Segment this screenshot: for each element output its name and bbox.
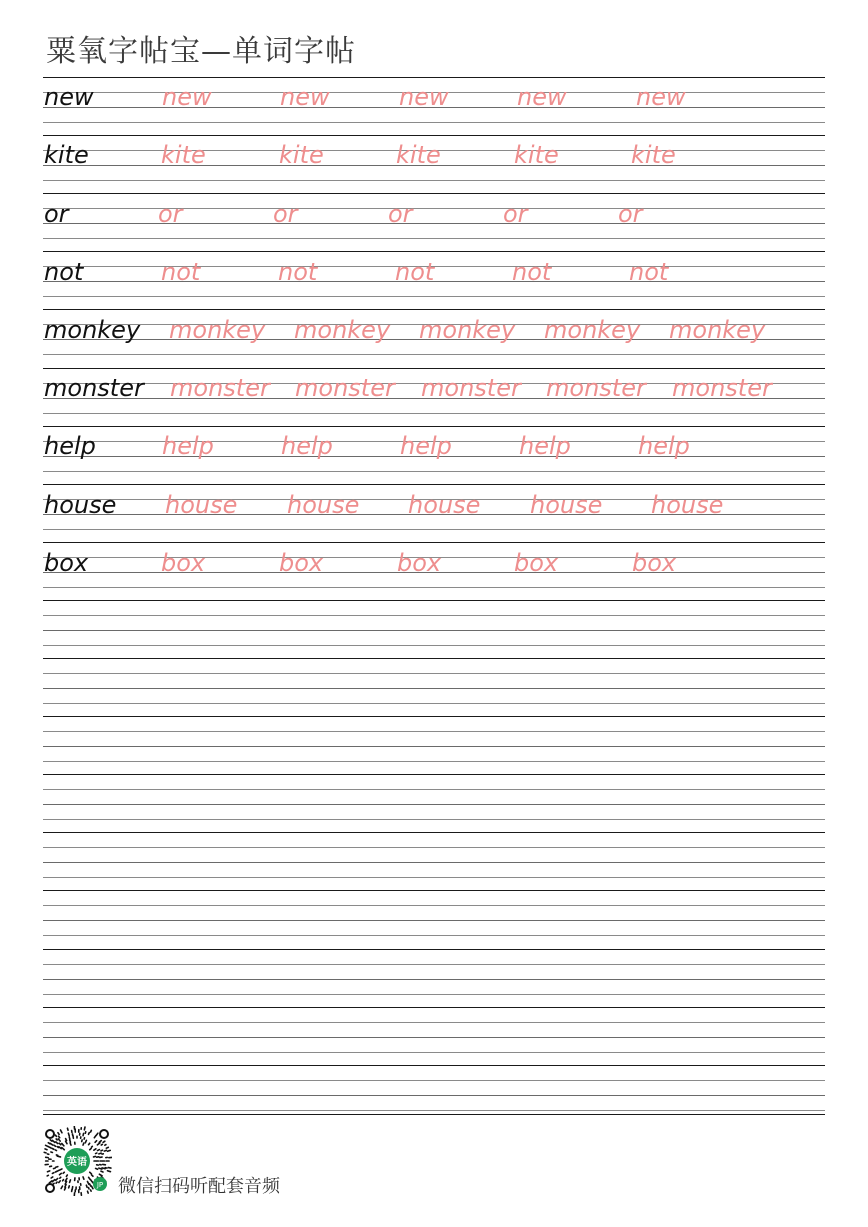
qr-finder-mark: [46, 1130, 54, 1138]
qr-dot: [99, 1153, 101, 1154]
model-word: not: [44, 258, 84, 286]
word-row-monkey: [43, 310, 825, 368]
ruled-line: [43, 1037, 825, 1038]
qr-dot: [83, 1143, 84, 1145]
ruled-line: [43, 746, 825, 747]
qr-dot: [92, 1186, 93, 1189]
trace-word: not: [395, 258, 435, 286]
qr-dot: [87, 1181, 88, 1184]
ruled-line: [43, 731, 825, 732]
trace-word: monkey: [294, 316, 391, 344]
trace-word: not: [512, 258, 552, 286]
ruled-line: [43, 1110, 825, 1111]
qr-dot: [90, 1184, 91, 1186]
ruled-line: [43, 935, 825, 936]
qr-dot: [63, 1180, 64, 1181]
trace-word: new: [280, 83, 330, 111]
qr-dot: [57, 1156, 60, 1157]
word-row-box: [43, 543, 825, 601]
qr-dot: [54, 1145, 56, 1146]
qr-dot: [101, 1171, 103, 1172]
ruled-line: [43, 1052, 825, 1053]
qr-dot: [49, 1181, 52, 1183]
qr-dot: [47, 1171, 49, 1172]
handwriting-sheet: [43, 77, 825, 1117]
qr-dot: [56, 1139, 57, 1140]
word-row-or: [43, 194, 825, 252]
ruled-line: [43, 832, 825, 833]
qr-dot: [85, 1140, 86, 1142]
ruled-line: [43, 1065, 825, 1066]
qr-dot: [62, 1143, 64, 1145]
qr-dot: [52, 1173, 53, 1174]
qr-dot: [99, 1174, 102, 1176]
qr-dot: [51, 1152, 53, 1153]
qr-dot: [107, 1171, 110, 1172]
ruled-line: [43, 819, 825, 820]
qr-dot: [104, 1150, 106, 1151]
ruled-line: [43, 1114, 825, 1115]
trace-word: monster: [672, 374, 772, 402]
ruled-line: [43, 761, 825, 762]
trace-word: new: [517, 83, 567, 111]
qr-dot: [65, 1188, 66, 1190]
trace-word: box: [279, 549, 324, 577]
model-word: kite: [44, 141, 89, 169]
qr-dot: [95, 1141, 97, 1143]
qr-dot: [55, 1135, 56, 1136]
trace-word: monster: [421, 374, 521, 402]
qr-dot: [107, 1150, 110, 1151]
corner-logo-label: JP: [96, 1181, 104, 1189]
ruled-line: [43, 1095, 825, 1096]
trace-word: monkey: [544, 316, 641, 344]
ruled-line: [43, 1080, 825, 1081]
trace-word: new: [399, 83, 449, 111]
qr-dot: [48, 1143, 50, 1144]
qr-dot: [67, 1128, 68, 1130]
qr-dot: [58, 1139, 60, 1141]
qr-dot: [56, 1142, 58, 1144]
qr-dot: [47, 1175, 48, 1176]
trace-word: not: [629, 258, 669, 286]
trace-word: house: [165, 491, 238, 519]
ruled-line: [43, 890, 825, 891]
trace-word: kite: [161, 141, 206, 169]
qr-dot: [66, 1175, 67, 1176]
word-row-monster: [43, 368, 825, 426]
word-row-help: [43, 426, 825, 484]
trace-word: not: [278, 258, 318, 286]
qr-dot: [94, 1136, 95, 1138]
qr-dot: [57, 1147, 58, 1148]
qr-dot: [70, 1143, 71, 1145]
trace-word: or: [618, 200, 643, 228]
qr-dot: [52, 1149, 54, 1150]
trace-word: kite: [279, 141, 324, 169]
trace-word: kite: [631, 141, 676, 169]
qr-dot: [91, 1130, 92, 1132]
qr-dot: [103, 1141, 105, 1142]
qr-dot: [101, 1150, 103, 1151]
qr-finder-mark: [46, 1184, 54, 1192]
trace-word: or: [503, 200, 528, 228]
trace-word: help: [400, 432, 452, 460]
trace-word: box: [632, 549, 677, 577]
qr-dot: [84, 1127, 85, 1130]
qr-dot: [96, 1133, 98, 1135]
qr-dot: [56, 1167, 58, 1168]
ruled-line: [43, 688, 825, 689]
qr-dot: [96, 1153, 97, 1154]
qr-dot: [58, 1133, 59, 1135]
trace-word: box: [514, 549, 559, 577]
qr-dot: [56, 1178, 58, 1180]
qr-dot: [59, 1173, 61, 1174]
ruled-line: [43, 716, 825, 717]
qr-dot: [108, 1168, 111, 1169]
ruled-line: [43, 615, 825, 616]
trace-word: monkey: [169, 316, 266, 344]
qr-dot: [66, 1141, 67, 1143]
qr-dot: [55, 1171, 56, 1172]
qr-dot: [52, 1140, 54, 1142]
ruled-line: [43, 804, 825, 805]
qr-dot: [97, 1150, 99, 1151]
ruled-line: [43, 877, 825, 878]
ruled-line: [43, 964, 825, 965]
qr-dot: [59, 1147, 61, 1149]
qr-dot: [54, 1168, 56, 1169]
model-word: monkey: [44, 316, 141, 344]
qr-dot: [105, 1145, 106, 1146]
qr-dot: [59, 1181, 60, 1183]
qr-dot: [65, 1185, 66, 1188]
model-word: monster: [44, 374, 144, 402]
qr-dot: [56, 1182, 57, 1183]
qr-dot: [86, 1185, 87, 1187]
trace-word: house: [287, 491, 360, 519]
ruled-line: [43, 905, 825, 906]
qr-dot: [59, 1136, 60, 1138]
qr-dot: [91, 1146, 92, 1147]
qr-badge-label: 英语: [67, 1157, 87, 1168]
trace-word: or: [388, 200, 413, 228]
trace-word: help: [519, 432, 571, 460]
qr-dot: [62, 1148, 64, 1150]
qr-dot: [45, 1149, 47, 1150]
ruled-line: [43, 774, 825, 775]
trace-word: box: [161, 549, 206, 577]
scan-instruction: 微信扫码听配套音频: [118, 1176, 280, 1197]
qr-dot: [88, 1188, 89, 1189]
trace-word: or: [158, 200, 183, 228]
qr-dot: [91, 1190, 92, 1191]
trace-word: kite: [514, 141, 559, 169]
page-title: 粟氧字帖宝—单词字帖: [46, 34, 356, 69]
trace-word: not: [161, 258, 201, 286]
ruled-line: [43, 1007, 825, 1008]
qr-dot: [69, 1137, 70, 1139]
model-word: or: [44, 200, 69, 228]
trace-word: help: [638, 432, 690, 460]
trace-word: monkey: [669, 316, 766, 344]
qr-dot: [61, 1130, 62, 1133]
trace-word: help: [162, 432, 214, 460]
qr-dot: [96, 1168, 98, 1169]
qr-dot: [89, 1143, 90, 1144]
qr-dot: [55, 1150, 56, 1151]
ruled-line: [43, 630, 825, 631]
qr-dot: [88, 1191, 89, 1193]
model-word: box: [44, 549, 89, 577]
word-row-new: [43, 77, 825, 135]
model-word: house: [44, 491, 117, 519]
trace-word: monster: [295, 374, 395, 402]
qr-dot: [88, 1133, 89, 1135]
qr-dot: [91, 1175, 93, 1176]
trace-word: monkey: [419, 316, 516, 344]
qr-dot: [69, 1186, 70, 1188]
trace-word: house: [530, 491, 603, 519]
qr-dot: [50, 1140, 52, 1141]
qr-dot: [46, 1145, 49, 1146]
qr-dot: [70, 1180, 71, 1183]
trace-word: new: [162, 83, 212, 111]
ruled-line: [43, 994, 825, 995]
ruled-line: [43, 949, 825, 950]
trace-word: new: [636, 83, 686, 111]
qr-dot: [101, 1144, 102, 1145]
mini-program-qr-code[interactable]: [42, 1126, 112, 1196]
qr-dot: [66, 1139, 67, 1141]
qr-dot: [61, 1186, 62, 1188]
qr-dot: [70, 1140, 71, 1142]
qr-dot: [68, 1133, 69, 1136]
qr-dot: [51, 1177, 53, 1178]
trace-word: or: [273, 200, 298, 228]
qr-dot: [83, 1177, 84, 1179]
qr-dot: [90, 1148, 91, 1149]
model-word: help: [44, 432, 96, 460]
trace-word: house: [408, 491, 481, 519]
trace-word: help: [281, 432, 333, 460]
qr-dot: [90, 1172, 92, 1174]
qr-dot: [60, 1169, 62, 1170]
qr-dot: [94, 1149, 96, 1150]
qr-dot: [63, 1172, 64, 1173]
trace-word: house: [651, 491, 724, 519]
qr-dot: [60, 1177, 61, 1178]
ruled-line: [43, 703, 825, 704]
qr-dot: [83, 1133, 84, 1135]
ruled-line: [43, 645, 825, 646]
footer: [42, 1126, 342, 1198]
word-row-kite: [43, 135, 825, 193]
ruled-line: [43, 658, 825, 659]
ruled-line: [43, 920, 825, 921]
qr-dot: [59, 1143, 61, 1145]
ruled-line: [43, 862, 825, 863]
word-row-not: [43, 252, 825, 310]
trace-word: box: [397, 549, 442, 577]
ruled-line: [43, 673, 825, 674]
ruled-line: [43, 789, 825, 790]
trace-word: monster: [170, 374, 270, 402]
ruled-line: [43, 979, 825, 980]
model-word: new: [44, 83, 94, 111]
word-row-house: [43, 485, 825, 543]
qr-dot: [106, 1147, 108, 1148]
ruled-line: [43, 847, 825, 848]
ruled-line: [43, 1022, 825, 1023]
qr-finder-mark: [100, 1130, 108, 1138]
trace-word: monster: [546, 374, 646, 402]
qr-dot: [99, 1141, 101, 1143]
trace-word: kite: [396, 141, 441, 169]
qr-dot: [97, 1143, 100, 1145]
